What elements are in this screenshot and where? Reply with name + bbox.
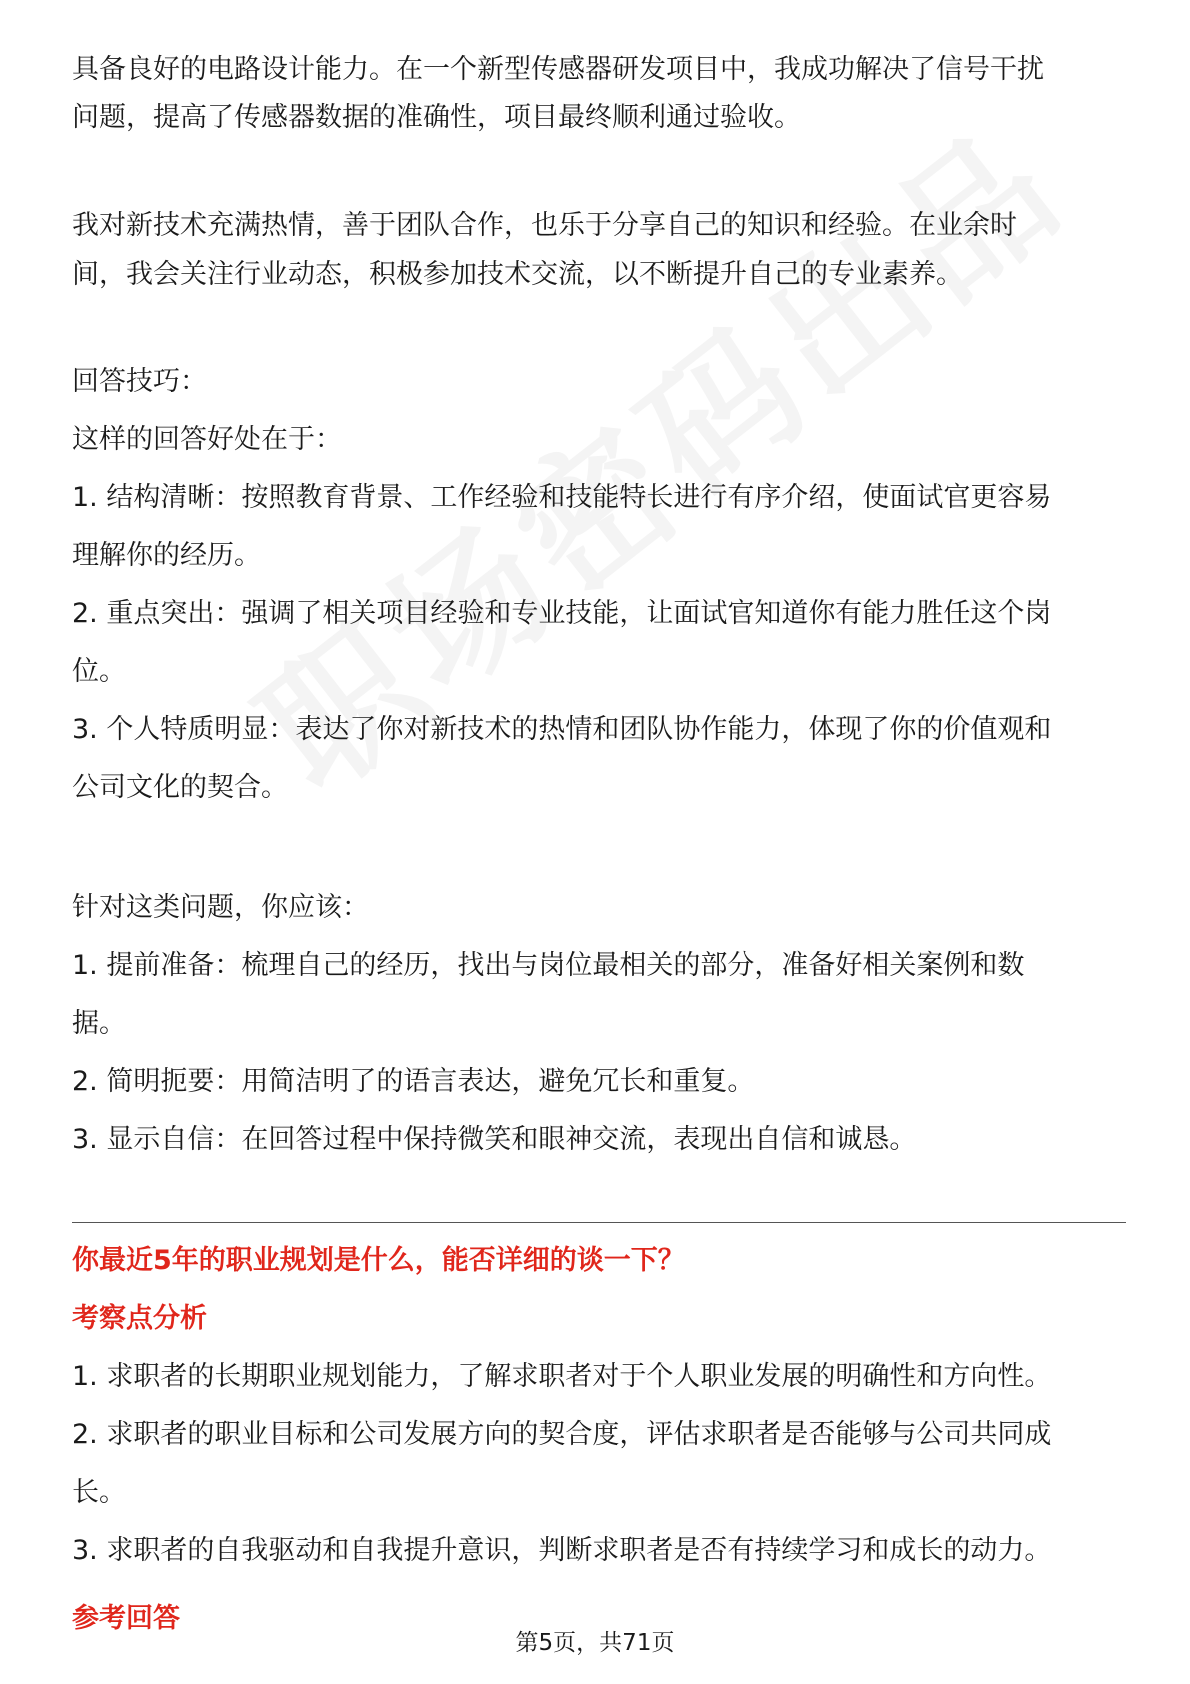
tips-line: 位。 — [72, 656, 126, 687]
tips-heading: 回答技巧： — [72, 366, 207, 397]
paragraph-line: 我对新技术充满热情，善于团队合作，也乐于分享自己的知识和经验。在业余时 — [72, 210, 1017, 241]
should-line: 3. 显示自信：在回答过程中保持微笑和眼神交流，表现出自信和诚恳。 — [72, 1124, 917, 1155]
analysis-line: 1. 求职者的长期职业规划能力，了解求职者对于个人职业发展的明确性和方向性。 — [72, 1361, 1052, 1392]
paragraph-line: 间，我会关注行业动态，积极参加技术交流，以不断提升自己的专业素养。 — [72, 259, 963, 290]
tips-line: 1. 结构清晰：按照教育背景、工作经验和技能特长进行有序介绍，使面试官更容易 — [72, 482, 1052, 513]
should-line: 据。 — [72, 1008, 126, 1039]
analysis-line: 长。 — [72, 1477, 126, 1508]
document-page — [72, 0, 1126, 1684]
paragraph-line: 具备良好的电路设计能力。在一个新型传感器研发项目中，我成功解决了信号干扰 — [72, 54, 1044, 85]
tips-line: 2. 重点突出：强调了相关项目经验和专业技能，让面试官知道你有能力胜任这个岗 — [72, 598, 1052, 629]
tips-line: 3. 个人特质明显：表达了你对新技术的热情和团队协作能力，体现了你的价值观和 — [72, 714, 1052, 745]
paragraph-line: 问题，提高了传感器数据的准确性，项目最终顺利通过验收。 — [72, 102, 801, 133]
analysis-heading: 考察点分析 — [72, 1303, 207, 1334]
analysis-line: 3. 求职者的自我驱动和自我提升意识，判断求职者是否有持续学习和成长的动力。 — [72, 1535, 1052, 1566]
should-line: 1. 提前准备：梳理自己的经历，找出与岗位最相关的部分，准备好相关案例和数 — [72, 950, 1025, 981]
analysis-line: 2. 求职者的职业目标和公司发展方向的契合度，评估求职者是否能够与公司共同成 — [72, 1419, 1052, 1450]
tips-line: 理解你的经历。 — [72, 540, 261, 571]
section-divider — [72, 1222, 1126, 1223]
should-line: 2. 简明扼要：用简洁明了的语言表达，避免冗长和重复。 — [72, 1066, 755, 1097]
should-heading: 针对这类问题，你应该： — [72, 892, 369, 923]
tips-line: 公司文化的契合。 — [72, 772, 288, 803]
answer-heading: 参考回答 — [72, 1603, 180, 1634]
question-title: 你最近5年的职业规划是什么，能否详细的谈一下？ — [72, 1245, 685, 1276]
tips-intro: 这样的回答好处在于： — [72, 424, 342, 455]
page-number: 第5页，共71页 — [515, 1630, 675, 1656]
